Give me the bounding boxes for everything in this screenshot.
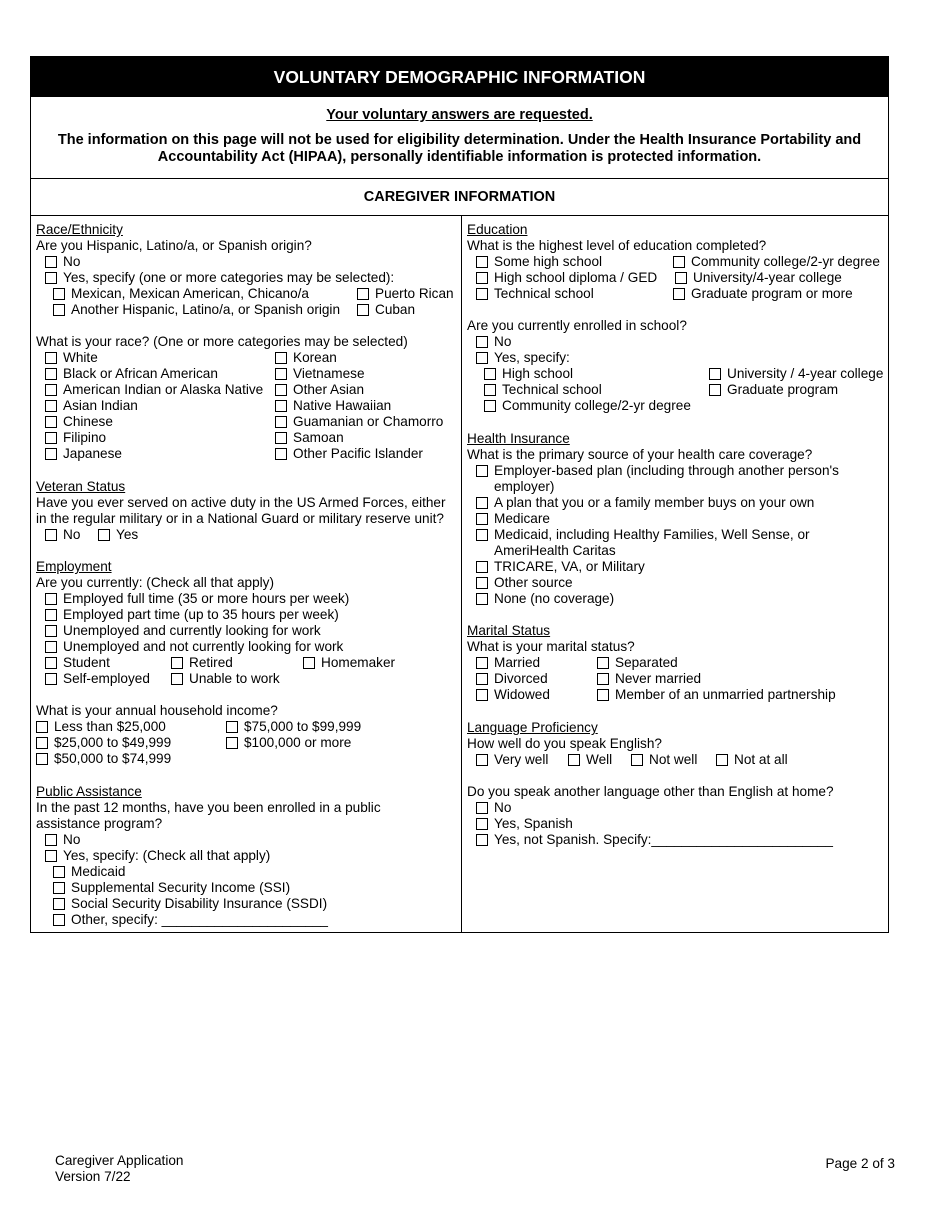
checkbox[interactable]	[597, 689, 609, 701]
income-option[interactable]: Less than $25,000	[36, 719, 166, 735]
checkbox[interactable]	[597, 657, 609, 669]
checkbox[interactable]	[476, 288, 488, 300]
checkbox[interactable]	[357, 288, 369, 300]
checkbox[interactable]	[476, 818, 488, 830]
english-question: How well do you speak English?	[467, 736, 662, 751]
checkbox[interactable]	[45, 256, 57, 268]
education-heading: Education	[467, 222, 528, 237]
employment-option[interactable]: Unemployed and not currently looking for work	[45, 639, 343, 655]
income-option[interactable]: $75,000 to $99,999	[226, 719, 361, 735]
checkbox[interactable]	[45, 593, 57, 605]
checkbox[interactable]	[45, 432, 57, 444]
checkbox[interactable]	[476, 754, 488, 766]
race-option[interactable]: White	[45, 350, 98, 366]
income-option[interactable]: $50,000 to $74,999	[36, 751, 171, 767]
checkbox[interactable]	[45, 352, 57, 364]
checkbox[interactable]	[568, 754, 580, 766]
language-heading: Language Proficiency	[467, 720, 598, 735]
checkbox[interactable]	[673, 288, 685, 300]
checkbox[interactable]	[476, 497, 488, 509]
checkbox[interactable]	[45, 416, 57, 428]
checkbox[interactable]	[98, 529, 110, 541]
public-assistance-option[interactable]: Supplemental Security Income (SSI)	[53, 880, 290, 896]
other-language-question: Do you speak another language other than English at home?	[467, 784, 834, 799]
marital-option[interactable]: Divorced	[476, 671, 548, 687]
public-assistance-yes[interactable]: Yes, specify: (Check all that apply)	[45, 848, 270, 864]
employment-option[interactable]: Employed part time (up to 35 hours per week)	[45, 607, 339, 623]
other-language-spanish[interactable]: Yes, Spanish	[476, 816, 573, 832]
enrolled-option[interactable]: Technical school	[484, 382, 602, 398]
race-option[interactable]: Native Hawaiian	[275, 398, 391, 414]
checkbox[interactable]	[45, 657, 57, 669]
checkbox[interactable]	[275, 400, 287, 412]
public-assistance-option[interactable]: Social Security Disability Insurance (SSDI)	[53, 896, 327, 912]
checkbox[interactable]	[275, 416, 287, 428]
other-language-not-spanish[interactable]: Yes, not Spanish. Specify:________________________	[476, 832, 833, 848]
checkbox[interactable]	[709, 384, 721, 396]
enrolled-option[interactable]: High school	[484, 366, 573, 382]
checkbox[interactable]	[476, 465, 488, 477]
enrolled-yes[interactable]: Yes, specify:	[476, 350, 570, 366]
footer-version: Version 7/22	[55, 1169, 131, 1184]
enrolled-option[interactable]: Graduate program	[709, 382, 838, 398]
checkbox[interactable]	[53, 288, 65, 300]
race-option[interactable]: Guamanian or Chamorro	[275, 414, 443, 430]
health-medicare[interactable]: Medicare	[476, 511, 550, 527]
education-option[interactable]: Some high school	[476, 254, 602, 270]
health-tricare[interactable]: TRICARE, VA, or Military	[476, 559, 645, 575]
race-option[interactable]: Other Pacific Islander	[275, 446, 423, 462]
checkbox[interactable]	[275, 448, 287, 460]
race-option[interactable]: Other Asian	[275, 382, 364, 398]
checkbox[interactable]	[476, 272, 488, 284]
race-option[interactable]: Korean	[275, 350, 337, 366]
footer-app-name: Caregiver Application	[55, 1153, 184, 1168]
english-option[interactable]: Well	[568, 752, 612, 768]
race-option[interactable]: Samoan	[275, 430, 344, 446]
checkbox[interactable]	[45, 625, 57, 637]
checkbox[interactable]	[53, 914, 65, 926]
marital-heading: Marital Status	[467, 623, 551, 638]
health-medicaid[interactable]: Medicaid, including Healthy Families, Well Sense, or	[476, 527, 810, 543]
employment-heading: Employment	[36, 559, 112, 574]
education-option[interactable]: Technical school	[476, 286, 594, 302]
employment-self-employed[interactable]: Self-employed	[45, 671, 150, 687]
hispanic-question: Are you Hispanic, Latino/a, or Spanish origin?	[36, 238, 312, 253]
checkbox[interactable]	[476, 834, 488, 846]
english-option[interactable]: Not at all	[716, 752, 788, 768]
checkbox[interactable]	[631, 754, 643, 766]
checkbox[interactable]	[484, 368, 496, 380]
race-option[interactable]: Black or African American	[45, 366, 218, 382]
employment-option[interactable]: Employed full time (35 or more hours per week)	[45, 591, 349, 607]
checkbox[interactable]	[171, 657, 183, 669]
intro	[31, 97, 888, 179]
checkbox[interactable]	[275, 432, 287, 444]
checkbox[interactable]	[709, 368, 721, 380]
checkbox[interactable]	[476, 689, 488, 701]
english-option[interactable]: Not well	[631, 752, 697, 768]
checkbox[interactable]	[45, 400, 57, 412]
checkbox[interactable]	[53, 882, 65, 894]
checkbox[interactable]	[275, 352, 287, 364]
checkbox[interactable]	[476, 513, 488, 525]
left-column	[31, 216, 462, 932]
form-title: VOLUNTARY DEMOGRAPHIC INFORMATION	[31, 57, 888, 97]
income-question: What is your annual household income?	[36, 703, 278, 718]
hispanic-mexican[interactable]: Mexican, Mexican American, Chicano/a	[53, 286, 309, 302]
public-assistance-no[interactable]: No	[45, 832, 80, 848]
checkbox[interactable]	[476, 657, 488, 669]
checkbox[interactable]	[45, 850, 57, 862]
hispanic-another[interactable]: Another Hispanic, Latino/a, or Spanish origin	[53, 302, 340, 318]
health-medicaid-cont: AmeriHealth Caritas	[494, 543, 616, 558]
race-question: What is your race? (One or more categories may be selected)	[36, 334, 408, 349]
education-option[interactable]: University/4-year college	[675, 270, 842, 286]
income-option[interactable]: $100,000 or more	[226, 735, 351, 751]
education-option[interactable]: Graduate program or more	[673, 286, 853, 302]
public-assistance-option[interactable]: Medicaid	[53, 864, 125, 880]
other-language-no[interactable]: No	[476, 800, 511, 816]
race-option[interactable]: Chinese	[45, 414, 113, 430]
race-option[interactable]: American Indian or Alaska Native	[45, 382, 263, 398]
enrolled-option[interactable]: Community college/2-yr degree	[484, 398, 691, 414]
race-option[interactable]: Vietnamese	[275, 366, 365, 382]
checkbox[interactable]	[476, 561, 488, 573]
checkbox[interactable]	[597, 673, 609, 685]
hispanic-yes[interactable]: Yes, specify (one or more categories may be selected):	[45, 270, 394, 286]
checkbox[interactable]	[716, 754, 728, 766]
veteran-heading: Veteran Status	[36, 479, 126, 494]
checkbox[interactable]	[484, 400, 496, 412]
hispanic-puerto-rican[interactable]: Puerto Rican	[357, 286, 454, 302]
health-none[interactable]: None (no coverage)	[476, 591, 614, 607]
checkbox[interactable]	[484, 384, 496, 396]
marital-option[interactable]: Separated	[597, 655, 678, 671]
checkbox[interactable]	[673, 256, 685, 268]
checkbox[interactable]	[53, 304, 65, 316]
health-heading: Health Insurance	[467, 431, 570, 446]
checkbox[interactable]	[36, 753, 48, 765]
checkbox[interactable]	[53, 866, 65, 878]
checkbox[interactable]	[45, 609, 57, 621]
checkbox[interactable]	[675, 272, 687, 284]
veteran-question-line2: in the regular military or in a National Guard or military reserve unit?	[36, 511, 444, 526]
education-question: What is the highest level of education completed?	[467, 238, 767, 253]
checkbox[interactable]	[303, 657, 315, 669]
health-plan[interactable]: A plan that you or a family member buys on your own	[476, 495, 814, 511]
public-assistance-question-line1: In the past 12 months, have you been enrolled in a public	[36, 800, 381, 815]
veteran-question-line1: Have you ever served on active duty in the US Armed Forces, either	[36, 495, 446, 510]
race-option[interactable]: Filipino	[45, 430, 106, 446]
checkbox[interactable]	[275, 368, 287, 380]
english-option[interactable]: Very well	[476, 752, 548, 768]
checkbox[interactable]	[45, 834, 57, 846]
checkbox[interactable]	[275, 384, 287, 396]
checkbox[interactable]	[45, 673, 57, 685]
hispanic-cuban[interactable]: Cuban	[357, 302, 415, 318]
enrolled-option[interactable]: University / 4-year college	[709, 366, 883, 382]
checkbox[interactable]	[357, 304, 369, 316]
checkbox[interactable]	[476, 529, 488, 541]
checkbox[interactable]	[476, 336, 488, 348]
checkbox[interactable]	[226, 721, 238, 733]
checkbox[interactable]	[226, 737, 238, 749]
veteran-yes[interactable]: Yes	[98, 527, 138, 543]
checkbox[interactable]	[476, 802, 488, 814]
marital-option[interactable]: Never married	[597, 671, 701, 687]
checkbox[interactable]	[45, 448, 57, 460]
public-assistance-other[interactable]: Other, specify: ______________________	[53, 912, 328, 928]
checkbox[interactable]	[476, 593, 488, 605]
checkbox[interactable]	[476, 673, 488, 685]
employment-option[interactable]: Unemployed and currently looking for work	[45, 623, 321, 639]
employment-question: Are you currently: (Check all that apply)	[36, 575, 274, 590]
marital-option[interactable]: Married	[476, 655, 540, 671]
health-other[interactable]: Other source	[476, 575, 573, 591]
checkbox[interactable]	[45, 384, 57, 396]
marital-option[interactable]: Widowed	[476, 687, 550, 703]
health-employer[interactable]: Employer-based plan (including through another person's	[476, 463, 839, 479]
veteran-no[interactable]: No	[45, 527, 80, 543]
employment-retired[interactable]: Retired	[171, 655, 233, 671]
checkbox[interactable]	[45, 368, 57, 380]
checkbox[interactable]	[476, 352, 488, 364]
education-option[interactable]: Community college/2-yr degree	[673, 254, 880, 270]
public-assistance-heading: Public Assistance	[36, 784, 142, 799]
checkbox[interactable]	[476, 577, 488, 589]
employment-unable[interactable]: Unable to work	[171, 671, 280, 687]
checkbox[interactable]	[53, 898, 65, 910]
checkbox[interactable]	[36, 721, 48, 733]
checkbox[interactable]	[36, 737, 48, 749]
public-assistance-question-line2: assistance program?	[36, 816, 163, 831]
race-heading: Race/Ethnicity	[36, 222, 123, 237]
demographic-form	[30, 56, 889, 933]
checkbox[interactable]	[45, 529, 57, 541]
education-option[interactable]: High school diploma / GED	[476, 270, 657, 286]
health-question: What is the primary source of your health care coverage?	[467, 447, 813, 462]
checkbox[interactable]	[45, 641, 57, 653]
footer-page-number: Page 2 of 3	[825, 1156, 895, 1171]
right-column	[462, 216, 888, 932]
section-title: CAREGIVER INFORMATION	[31, 179, 888, 216]
footer-left	[55, 1153, 183, 1185]
enrolled-no[interactable]: No	[476, 334, 511, 350]
checkbox[interactable]	[45, 272, 57, 284]
marital-question: What is your marital status?	[467, 639, 635, 654]
race-option[interactable]: Asian Indian	[45, 398, 138, 414]
requested-text: Your voluntary answers are requested.	[326, 107, 593, 123]
employment-student[interactable]: Student	[45, 655, 110, 671]
enrolled-question: Are you currently enrolled in school?	[467, 318, 687, 333]
employment-homemaker[interactable]: Homemaker	[303, 655, 395, 671]
health-employer-cont: employer)	[494, 479, 555, 494]
marital-option[interactable]: Member of an unmarried partnership	[597, 687, 836, 703]
hipaa-notice: The information on this page will not be used for eligibility determination. Under the Health Insurance Portability and Accountability Act (HIPAA), personally identifiable information is protected information.	[57, 132, 862, 165]
income-option[interactable]: $25,000 to $49,999	[36, 735, 171, 751]
hispanic-no[interactable]: No	[45, 254, 80, 270]
checkbox[interactable]	[171, 673, 183, 685]
checkbox[interactable]	[476, 256, 488, 268]
race-option[interactable]: Japanese	[45, 446, 122, 462]
